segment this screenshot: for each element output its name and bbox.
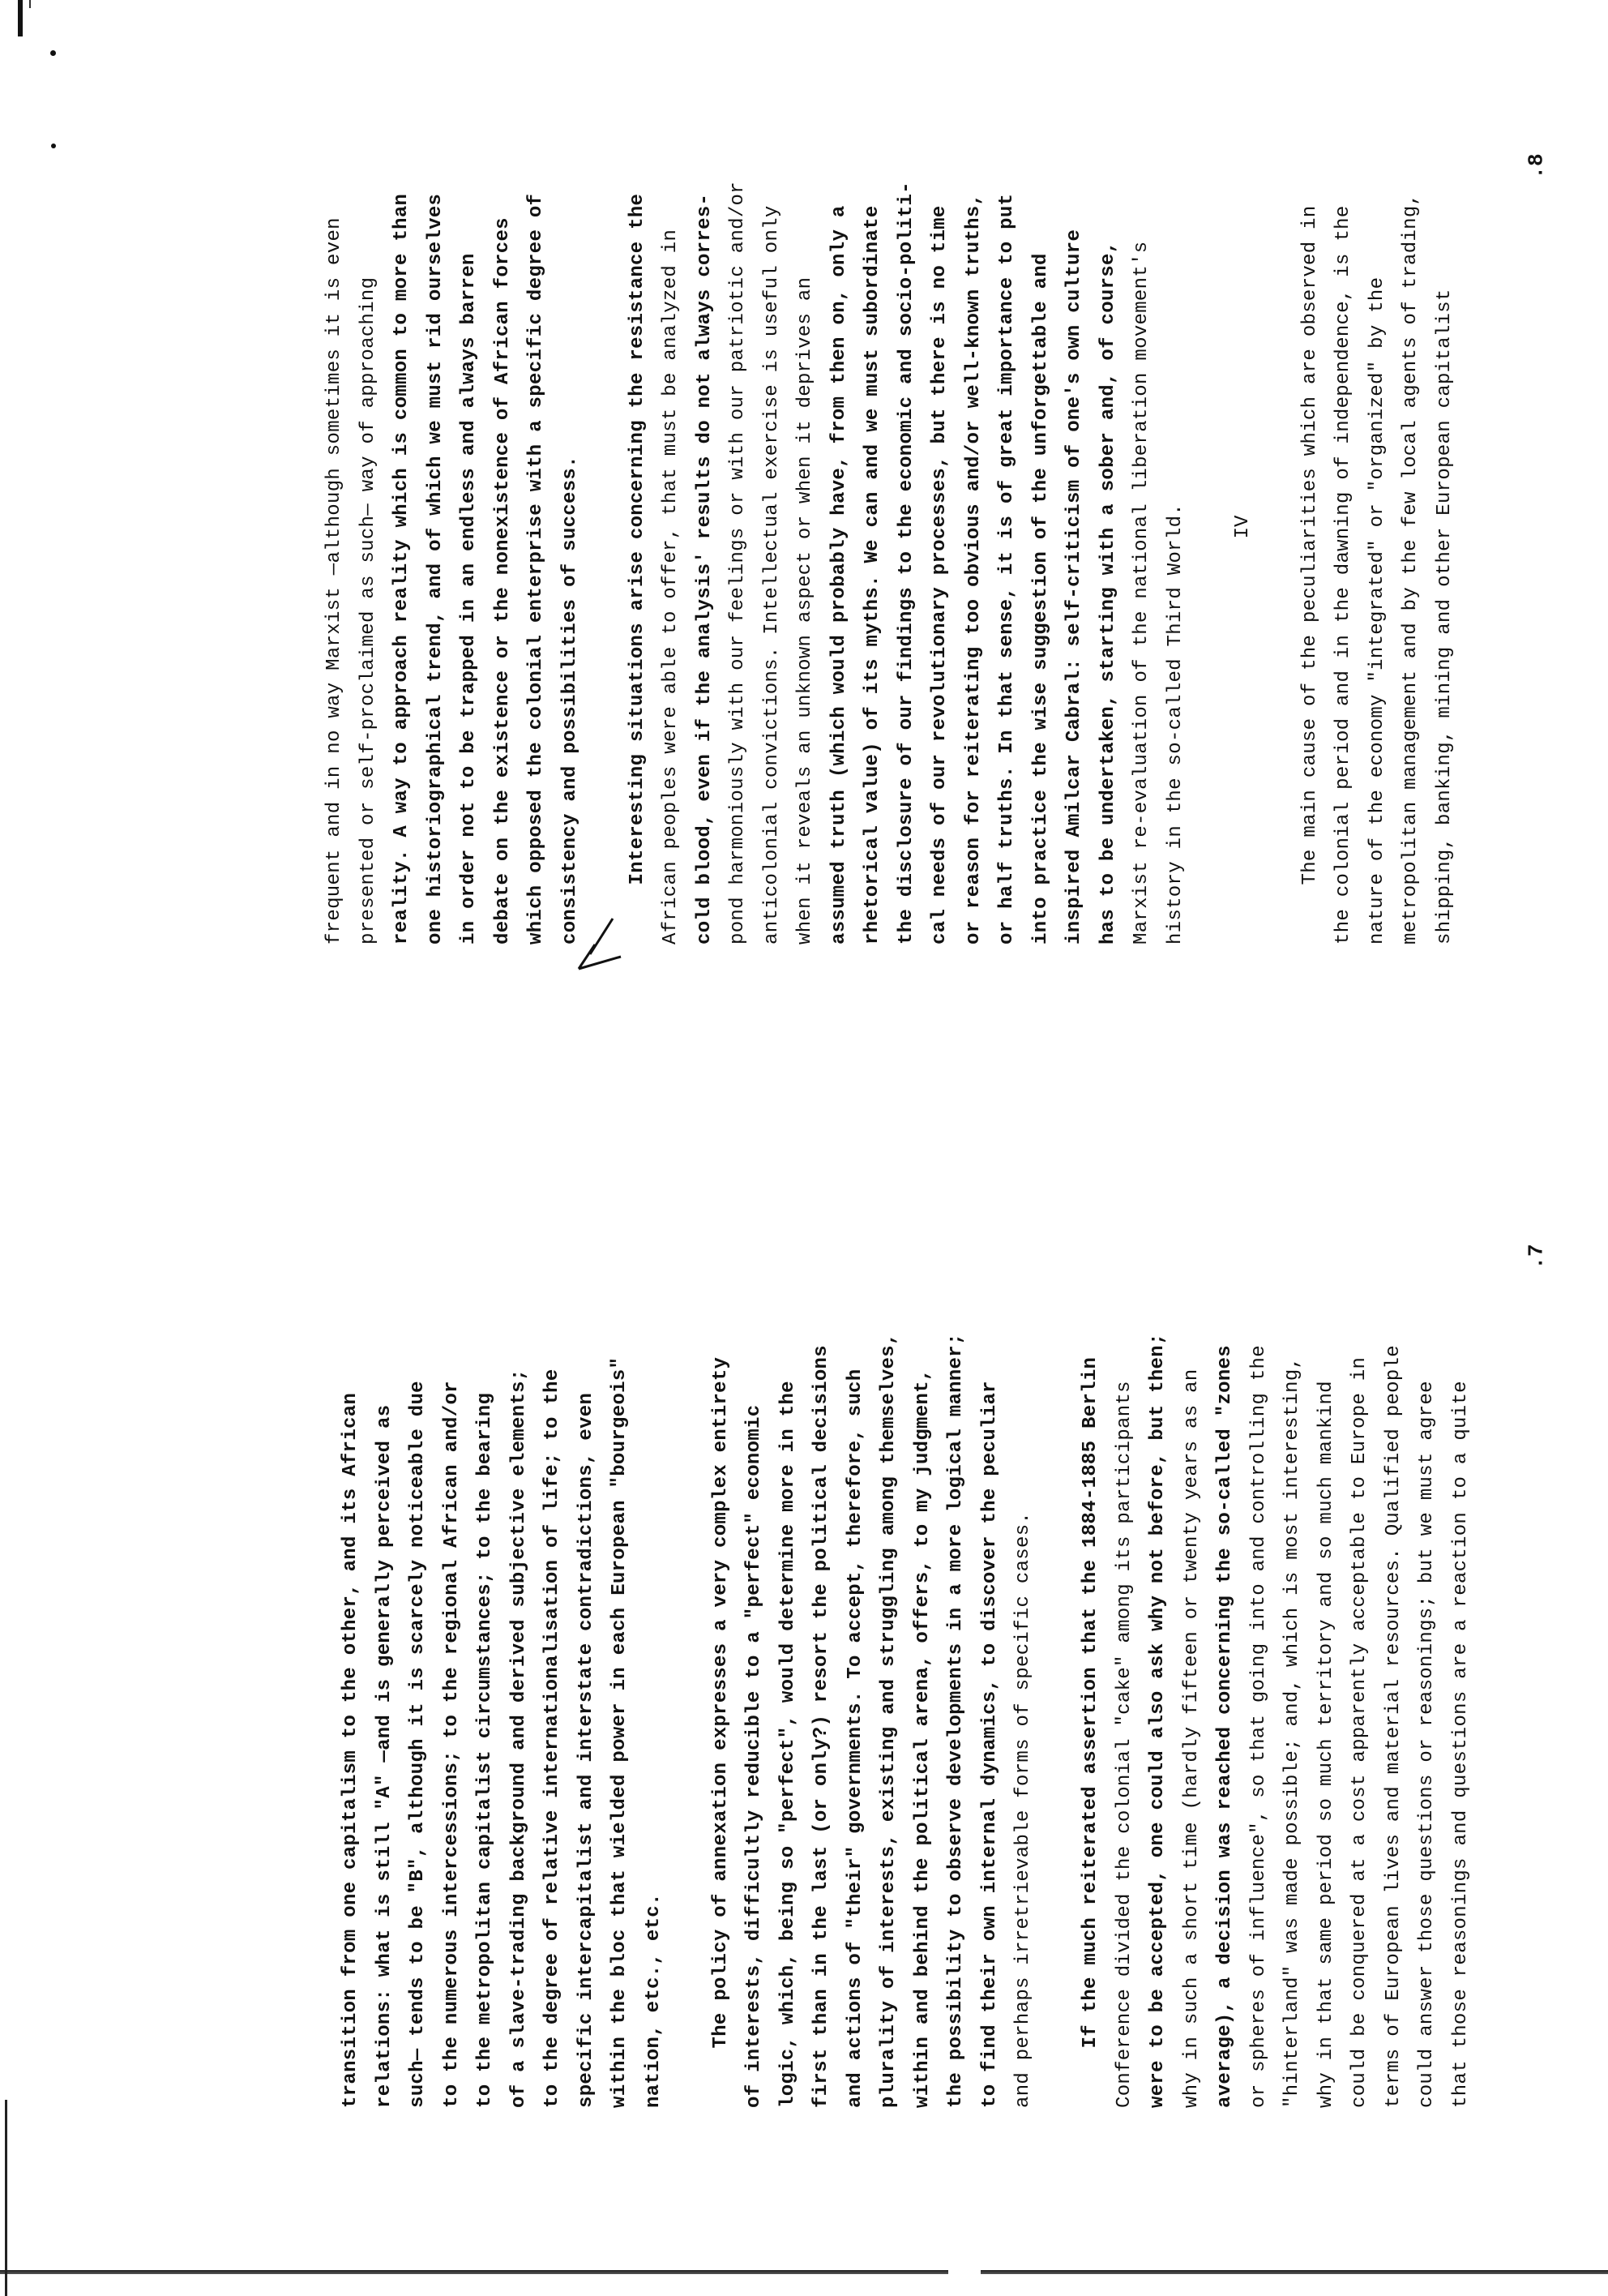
- text-line: frequent and in no way Marxist —although sometimes it is even: [323, 217, 345, 945]
- text-line: or half truths. In that sense, it is of great importance to put: [996, 193, 1018, 945]
- blank-line: [1259, 109, 1294, 945]
- text-line: to find their own internal dynamics, to discover the peculiar: [978, 1381, 1001, 2108]
- page-8: [318, 109, 1461, 945]
- scan-edge-mark: [18, 0, 23, 36]
- text-line: could be conquered at a cost apparently acceptable to Europe in: [1349, 1356, 1371, 2108]
- text-line: history in the so-called Third World.: [1164, 503, 1187, 945]
- text-line: pond harmoniously with our feelings or with our patriotic and/or: [727, 182, 749, 945]
- text-line: The policy of annexation expresses a very complex entirety: [709, 1356, 732, 2108]
- blank-line: [670, 1257, 704, 2108]
- text-line: nature of the economy "integrated" or "organized" by the: [1366, 276, 1388, 945]
- text-line: within the bloc that wielded power in each European "bourgeois": [609, 1356, 631, 2108]
- text-line: first than in the last (or only?) resort the political decisions: [810, 1345, 832, 2108]
- text-line: relations: what is still "A" —and is generally perceived as: [373, 1404, 396, 2108]
- text-line: to the numerous intercessions; to the regional African and/or: [440, 1381, 463, 2108]
- text-line: plurality of interests, existing and struggling among themselves,: [878, 1333, 900, 2108]
- section-heading: IV: [1231, 515, 1254, 539]
- scan-edge-mark: [29, 0, 31, 8]
- text-line: one historiographical trend, and of which we must rid ourselves: [424, 193, 447, 945]
- text-line: consistency and possibilities of success.: [558, 456, 581, 945]
- text-line: and perhaps irretrievable forms of specific cases.: [1012, 1511, 1034, 2108]
- page-bottom-edge: [0, 2270, 1608, 2274]
- page-7-text-column: [334, 1257, 1478, 2108]
- blank-line: [1192, 109, 1226, 945]
- text-line: transition from one capitalism to the other, and its African: [340, 1392, 361, 2108]
- page-number: .8: [1524, 153, 1549, 179]
- text-line: of a slave-trading background and derived subjective elements;: [507, 1369, 530, 2108]
- text-line: could answer those questions or reasonings; but we must agree: [1416, 1381, 1438, 2108]
- text-line: the possibility to observe developments in a more logical manner;: [945, 1333, 967, 2108]
- blank-line: [587, 109, 621, 945]
- blank-line: [1041, 1257, 1075, 2108]
- text-line: to the degree of relative internationalisation of life; to the: [541, 1369, 563, 2108]
- text-line: debate on the existence or the nonexistence of African forces: [491, 217, 514, 945]
- text-line: average), a decision was reached concerning the so-called "zones: [1214, 1345, 1236, 2108]
- text-line: If the much reiterated assertion that the 1884-1885 Berlin: [1080, 1356, 1101, 2108]
- text-line: nation, etc., etc.: [642, 1893, 665, 2108]
- text-line: has to be undertaken, starting with a sober and, of course,: [1097, 241, 1119, 945]
- text-line: within and behind the political arena, offers, to my judgment,: [911, 1369, 934, 2108]
- text-line: in order not to be trapped in an endless and always barren: [458, 253, 480, 945]
- text-line: Conference divided the colonial "cake" among its participants: [1113, 1381, 1135, 2108]
- page-7: [334, 1257, 1478, 2108]
- scan-speck: [50, 50, 56, 56]
- text-line: shipping, banking, mining and other European capitalist: [1433, 289, 1456, 945]
- text-line: presented or self-proclaimed as such— way of approaching: [357, 276, 379, 945]
- text-line: African peoples were able to offer, that must be analyzed in: [660, 229, 682, 945]
- text-line: The main cause of the peculiarities which are observed in: [1298, 205, 1321, 945]
- text-line: metropolitan management and by the few local agents of trading,: [1400, 193, 1422, 945]
- text-line: cal needs of our revolutionary processes, but there is no time: [929, 205, 951, 945]
- text-line: terms of European lives and material resources. Qualified people: [1382, 1345, 1405, 2108]
- margin-checkmark-icon: [572, 912, 629, 977]
- text-line: such— tends to be "B", although it is scarcely noticeable due: [407, 1381, 429, 2108]
- text-line: rhetorical value) of its myths. We can and we must subordinate: [862, 205, 883, 945]
- text-line: logic, which, being so "perfect", would determine more in the: [776, 1381, 799, 2108]
- text-line: "hinterland" was made possible; and, which is most interesting,: [1281, 1356, 1303, 2108]
- text-line: when it reveals an unknown aspect or when it deprives an: [794, 276, 816, 945]
- text-line: into practice the wise suggestion of the unforgettable and: [1029, 253, 1052, 945]
- text-line: that those reasonings and questions are a reaction to a quite: [1449, 1381, 1472, 2108]
- text-line: were to be accepted, one could also ask why not before, but then;: [1147, 1333, 1169, 2108]
- text-line: of interests, difficultly reducible to a "perfect" economic: [743, 1404, 765, 2108]
- text-line: cold blood, even if the analysis' results do not always corres-: [693, 193, 716, 945]
- text-line: the colonial period and in the dawning of independence, is the: [1332, 205, 1354, 945]
- text-line: which opposed the colonial enterprise with a specific degree of: [525, 193, 547, 945]
- text-line: the disclosure of our findings to the economic and socio-politi-: [895, 182, 917, 945]
- text-line: anticolonial convictions. Intellectual exercise is useful only: [760, 205, 783, 945]
- page-left-edge: [5, 2100, 7, 2296]
- scan-speck: [51, 144, 56, 148]
- text-line: Interesting situations arise concerning the resistance the: [626, 193, 648, 945]
- text-line: or spheres of influence", so that going into and controlling the: [1247, 1345, 1270, 2108]
- page-8-text-column: [318, 109, 1461, 945]
- page-bottom-edge-gap: [948, 2267, 981, 2277]
- text-line: why in such a short time (hardly fifteen or twenty years as an: [1180, 1369, 1203, 2108]
- text-line: or reason for reiterating too obvious and/or well-known truths,: [962, 193, 985, 945]
- text-line: and actions of "their" governments. To accept, therefore, such: [844, 1369, 866, 2108]
- text-line: why in that same period so much territory and so much mankind: [1315, 1381, 1337, 2108]
- text-line: specific intercapitalist and interstate contradictions, even: [575, 1392, 597, 2108]
- text-line: to the metropolitan capitalist circumstances; to the bearing: [474, 1392, 496, 2108]
- text-line: inspired Amilcar Cabral: self-criticism of one's own culture: [1063, 229, 1085, 945]
- text-line: reality. A way to approach reality which is common to more than: [391, 193, 413, 945]
- text-line: assumed truth (which would probably have, from then on, only a: [828, 205, 850, 945]
- page-number: .7: [1524, 1244, 1549, 1270]
- text-line: Marxist re-evaluation of the national liberation movement's: [1131, 241, 1153, 945]
